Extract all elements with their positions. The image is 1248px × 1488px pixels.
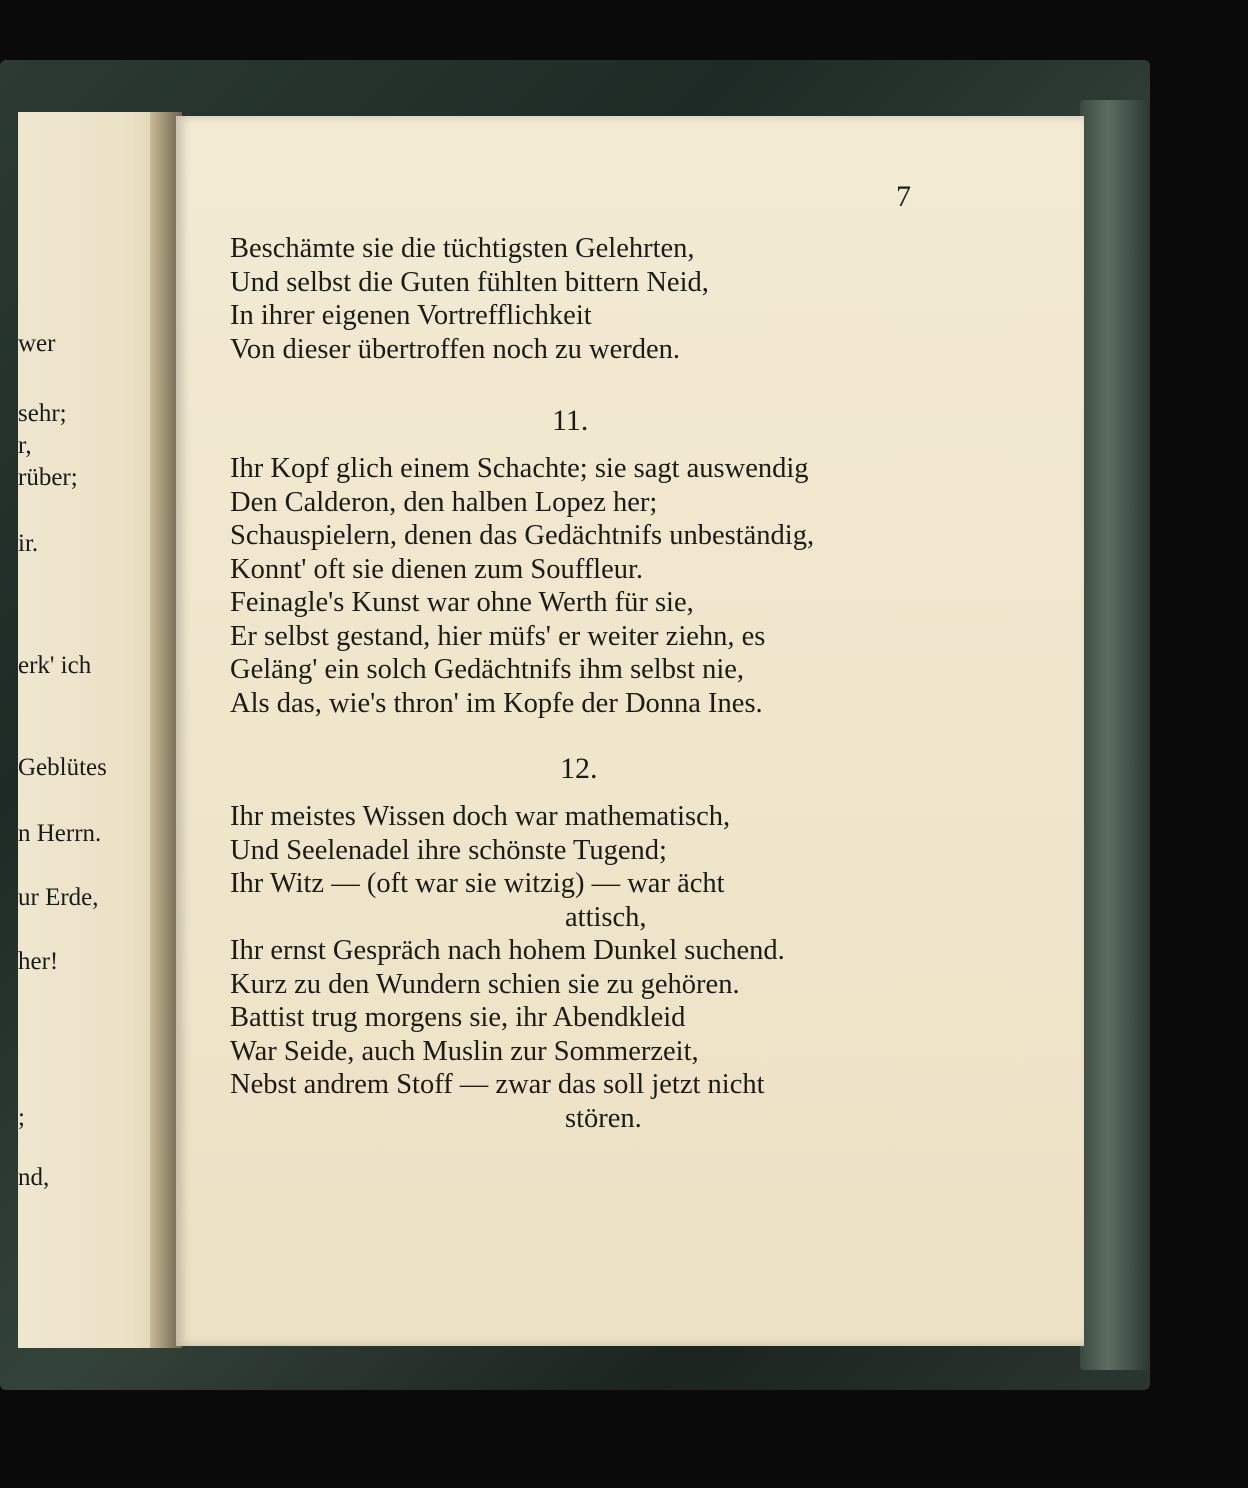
verse-line: Geläng' ein solch Gedächtnifs ihm selbst nie, [230,654,745,685]
verse-line: stören. [565,1102,642,1134]
left-fragment: her! [18,948,59,975]
left-page [18,112,170,1348]
verse-line: attisch, [565,901,647,933]
verse-line: Battist trug morgens sie, ihr Abendkleid [230,1002,686,1033]
verse-line: Und selbst die Guten fühlten bittern Neid, [230,266,709,298]
stanza-number-12: 12. [560,752,598,785]
stanza-number-11: 11. [552,404,589,437]
verse-line: Konnt' oft sie dienen zum Souffleur. [230,553,644,585]
verse-line: Ihr Kopf glich einem Schachte; sie sagt auswendig [230,453,809,484]
verse-line: Er selbst gestand, hier müfs' er weiter ziehn, es [230,620,766,652]
verse-line: Und Seelenadel ihre schönste Tugend; [230,834,667,866]
left-fragment: sehr; [18,400,67,427]
verse-line: Den Calderon, den halben Lopez her; [230,486,658,518]
verse-line: Von dieser übertroffen noch zu werden. [230,333,681,365]
left-fragment: r, [18,432,32,459]
left-fragment: Geblütes [18,754,107,781]
verse-line: Kurz zu den Wundern schien sie zu gehören. [230,968,740,1000]
verse-line: In ihrer eigenen Vortrefflichkeit [230,300,592,331]
verse-line: Ihr meistes Wissen doch war mathematisch, [230,801,731,832]
left-fragment: nd, [18,1164,50,1191]
verse-line: Beschämte sie die tüchtigsten Gelehrten, [230,233,695,264]
verse-line: Schauspielern, denen das Gedächtnifs unbeständig, [230,520,815,551]
left-fragment: rüber; [18,464,78,491]
verse-line: War Seide, auch Muslin zur Sommerzeit, [230,1035,699,1067]
left-fragment: ir. [18,530,39,557]
left-fragment: wer [18,330,56,357]
page-number: 7 [896,180,911,213]
left-fragment: ur Erde, [18,884,99,911]
stanza-intro [230,232,950,366]
cover-edge [1080,100,1150,1370]
left-fragment: erk' ich [18,652,92,679]
left-fragment: ; [18,1104,25,1131]
verse-line: Ihr Witz — (oft war sie witzig) — war ächt [230,868,725,899]
verse-line: Feinagle's Kunst war ohne Werth für sie, [230,587,694,618]
verse-line: Als das, wie's thron' im Kopfe der Donna Ines. [230,687,763,719]
verse-line: Nebst andrem Stoff — zwar das soll jetzt nicht [230,1069,765,1100]
stanza-12 [230,800,950,1135]
stanza-11 [230,452,950,720]
verse-line: Ihr ernst Gespräch nach hohem Dunkel suchend. [230,935,785,966]
left-fragment: n Herrn. [18,820,102,847]
